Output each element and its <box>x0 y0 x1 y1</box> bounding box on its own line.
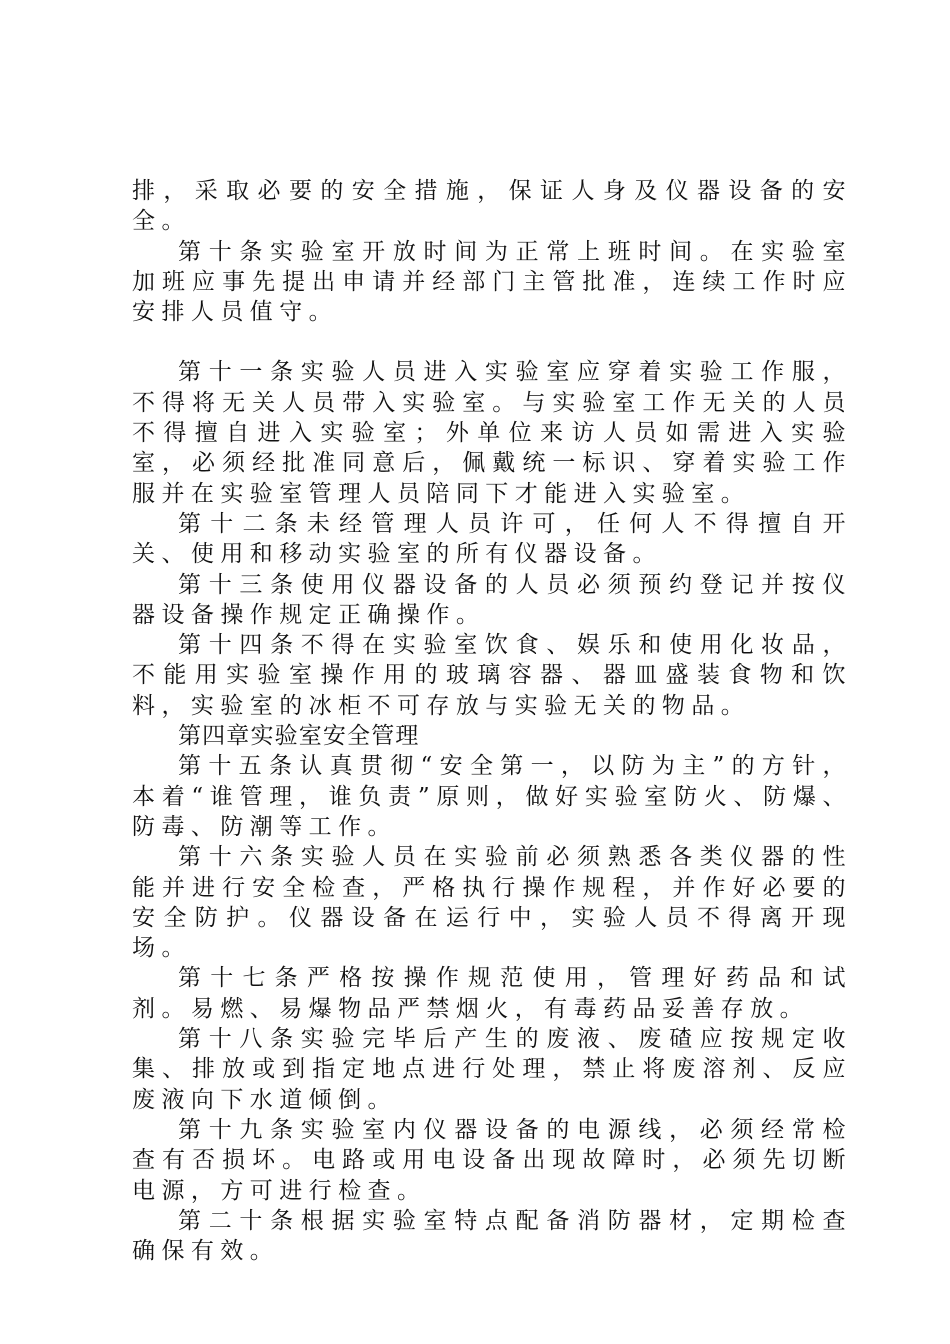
article-15: 第十五条认真贯彻“安全第一，以防为主”的方针，本着“谁管理，谁负责”原则，做好实验室防火、防爆、防毒、防潮等工作。 <box>132 753 852 840</box>
article-16: 第十六条实验人员在实验前必须熟悉各类仪器的性能并进行安全检查，严格执行操作规程，并作好必要的安全防护。仪器设备在运行中，实验人员不得离开现场。 <box>132 844 852 962</box>
paragraph-continuation: 排，采取必要的安全措施，保证人身及仪器设备的安全。 <box>132 178 852 235</box>
article-10: 第十条实验室开放时间为正常上班时间。在实验室加班应事先提出申请并经部门主管批准，连续工作时应安排人员值守。 <box>132 238 852 326</box>
article-13: 第十三条使用仪器设备的人员必须预约登记并按仪器设备操作规定正确操作。 <box>132 571 852 628</box>
article-19: 第十九条实验室内仪器设备的电源线，必须经常检查有否损坏。电路或用电设备出现故障时，必须先切断电源，方可进行检查。 <box>132 1116 852 1204</box>
article-18: 第十八条实验完毕后产生的废液、废碴应按规定收集、排放或到指定地点进行处理，禁止将废溶剂、反应废液向下水道倾倒。 <box>132 1026 852 1113</box>
document-body <box>132 176 852 1266</box>
article-20: 第二十条根据实验室特点配备消防器材，定期检查确保有效。 <box>132 1207 852 1265</box>
article-17: 第十七条严格按操作规范使用，管理好药品和试剂。易燃、易爆物品严禁烟火，有毒药品妥善存放。 <box>132 965 852 1022</box>
article-14: 第十四条不得在实验室饮食、娱乐和使用化妆品，不能用实验室操作用的玻璃容器、器皿盛装食物和饮料，实验室的冰柜不可存放与实验无关的物品。 <box>132 632 852 719</box>
article-11: 第十一条实验人员进入实验室应穿着实验工作服，不得将无关人员带入实验室。与实验室工作无关的人员不得擅自进入实验室；外单位来访人员如需进入实验室，必须经批准同意后，佩戴统一标识、穿着实验工作服并在实验室管理人员陪同下才能进入实验室。 <box>132 359 852 507</box>
chapter-4-heading: 第四章实验室安全管理 <box>178 723 420 750</box>
article-12: 第十二条未经管理人员许可，任何人不得擅自开关、使用和移动实验室的所有仪器设备。 <box>132 510 852 568</box>
